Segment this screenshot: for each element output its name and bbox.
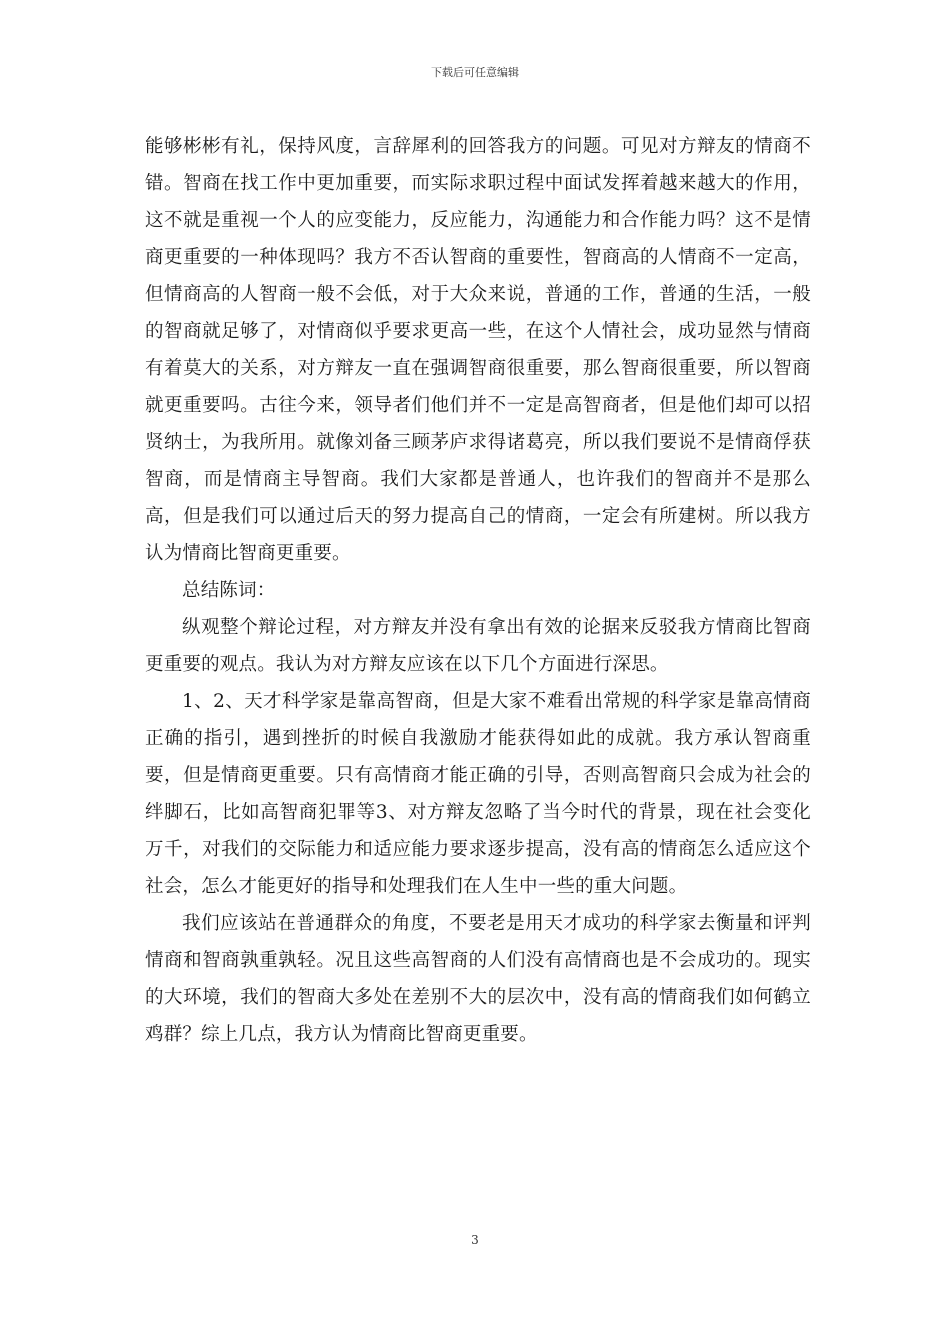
document-body bbox=[145, 128, 811, 1053]
section-heading: 总结陈词： bbox=[182, 580, 276, 601]
page-number: 3 bbox=[471, 1233, 479, 1247]
page-header: 下载后可任意编辑 bbox=[431, 66, 519, 79]
body-paragraph: 我们应该站在普通群众的角度，不要老是用天才成功的科学家去衡量和评判情商和智商孰重孰轻。况且这些高智商的人们没有高情商也是不会成功的。现实的大环境，我们的智商大多处在差别不大的层次中，没有高的情商我们如何鹤立鸡群？综上几点，我方认为情商比智商更重要。 bbox=[145, 913, 811, 1045]
body-paragraph: 纵观整个辩论过程，对方辩友并没有拿出有效的论据来反驳我方情商比智商更重要的观点。我认为对方辩友应该在以下几个方面进行深思。 bbox=[145, 617, 811, 675]
body-paragraph: 能够彬彬有礼，保持风度，言辞犀利的回答我方的问题。可见对方辩友的情商不错。智商在找工作中更加重要，而实际求职过程中面试发挥着越来越大的作用，这不就是重视一个人的应变能力，反应能力，沟通能力和合作能力吗？这不是情商更重要的一种体现吗？我方不否认智商的重要性，智商高的人情商不一定高，但情商高的人智商一般不会低，对于大众来说，普通的工作，普通的生活，一般的智商就足够了，对情商似乎要求更高一些，在这个人情社会，成功显然与情商有着莫大的关系，对方辩友一直在强调智商很重要，那么智商很重要，所以智商就更重要吗。古往今来，领导者们他们并不一定是高智商者，但是他们却可以招贤纳士，为我所用。就像刘备三顾茅庐求得诸葛亮，所以我们要说不是情商俘获智商，而是情商主导智商。我们大家都是普通人，也许我们的智商并不是那么高，但是我们可以通过后天的努力提高自己的情商，一定会有所建树。所以我方认为情商比智商更重要。 bbox=[145, 136, 811, 564]
body-paragraph: 1、2、天才科学家是靠高智商，但是大家不难看出常规的科学家是靠高情商正确的指引，遇到挫折的时候自我激励才能获得如此的成就。我方承认智商重要，但是情商更重要。只有高情商才能正确的引导，否则高智商只会成为社会的绊脚石，比如高智商犯罪等3、对方辩友忽略了当今时代的背景，现在社会变化万千，对我们的交际能力和适应能力要求逐步提高，没有高的情商怎么适应这个社会，怎么才能更好的指导和处理我们在人生中一些的重大问题。 bbox=[145, 691, 811, 897]
